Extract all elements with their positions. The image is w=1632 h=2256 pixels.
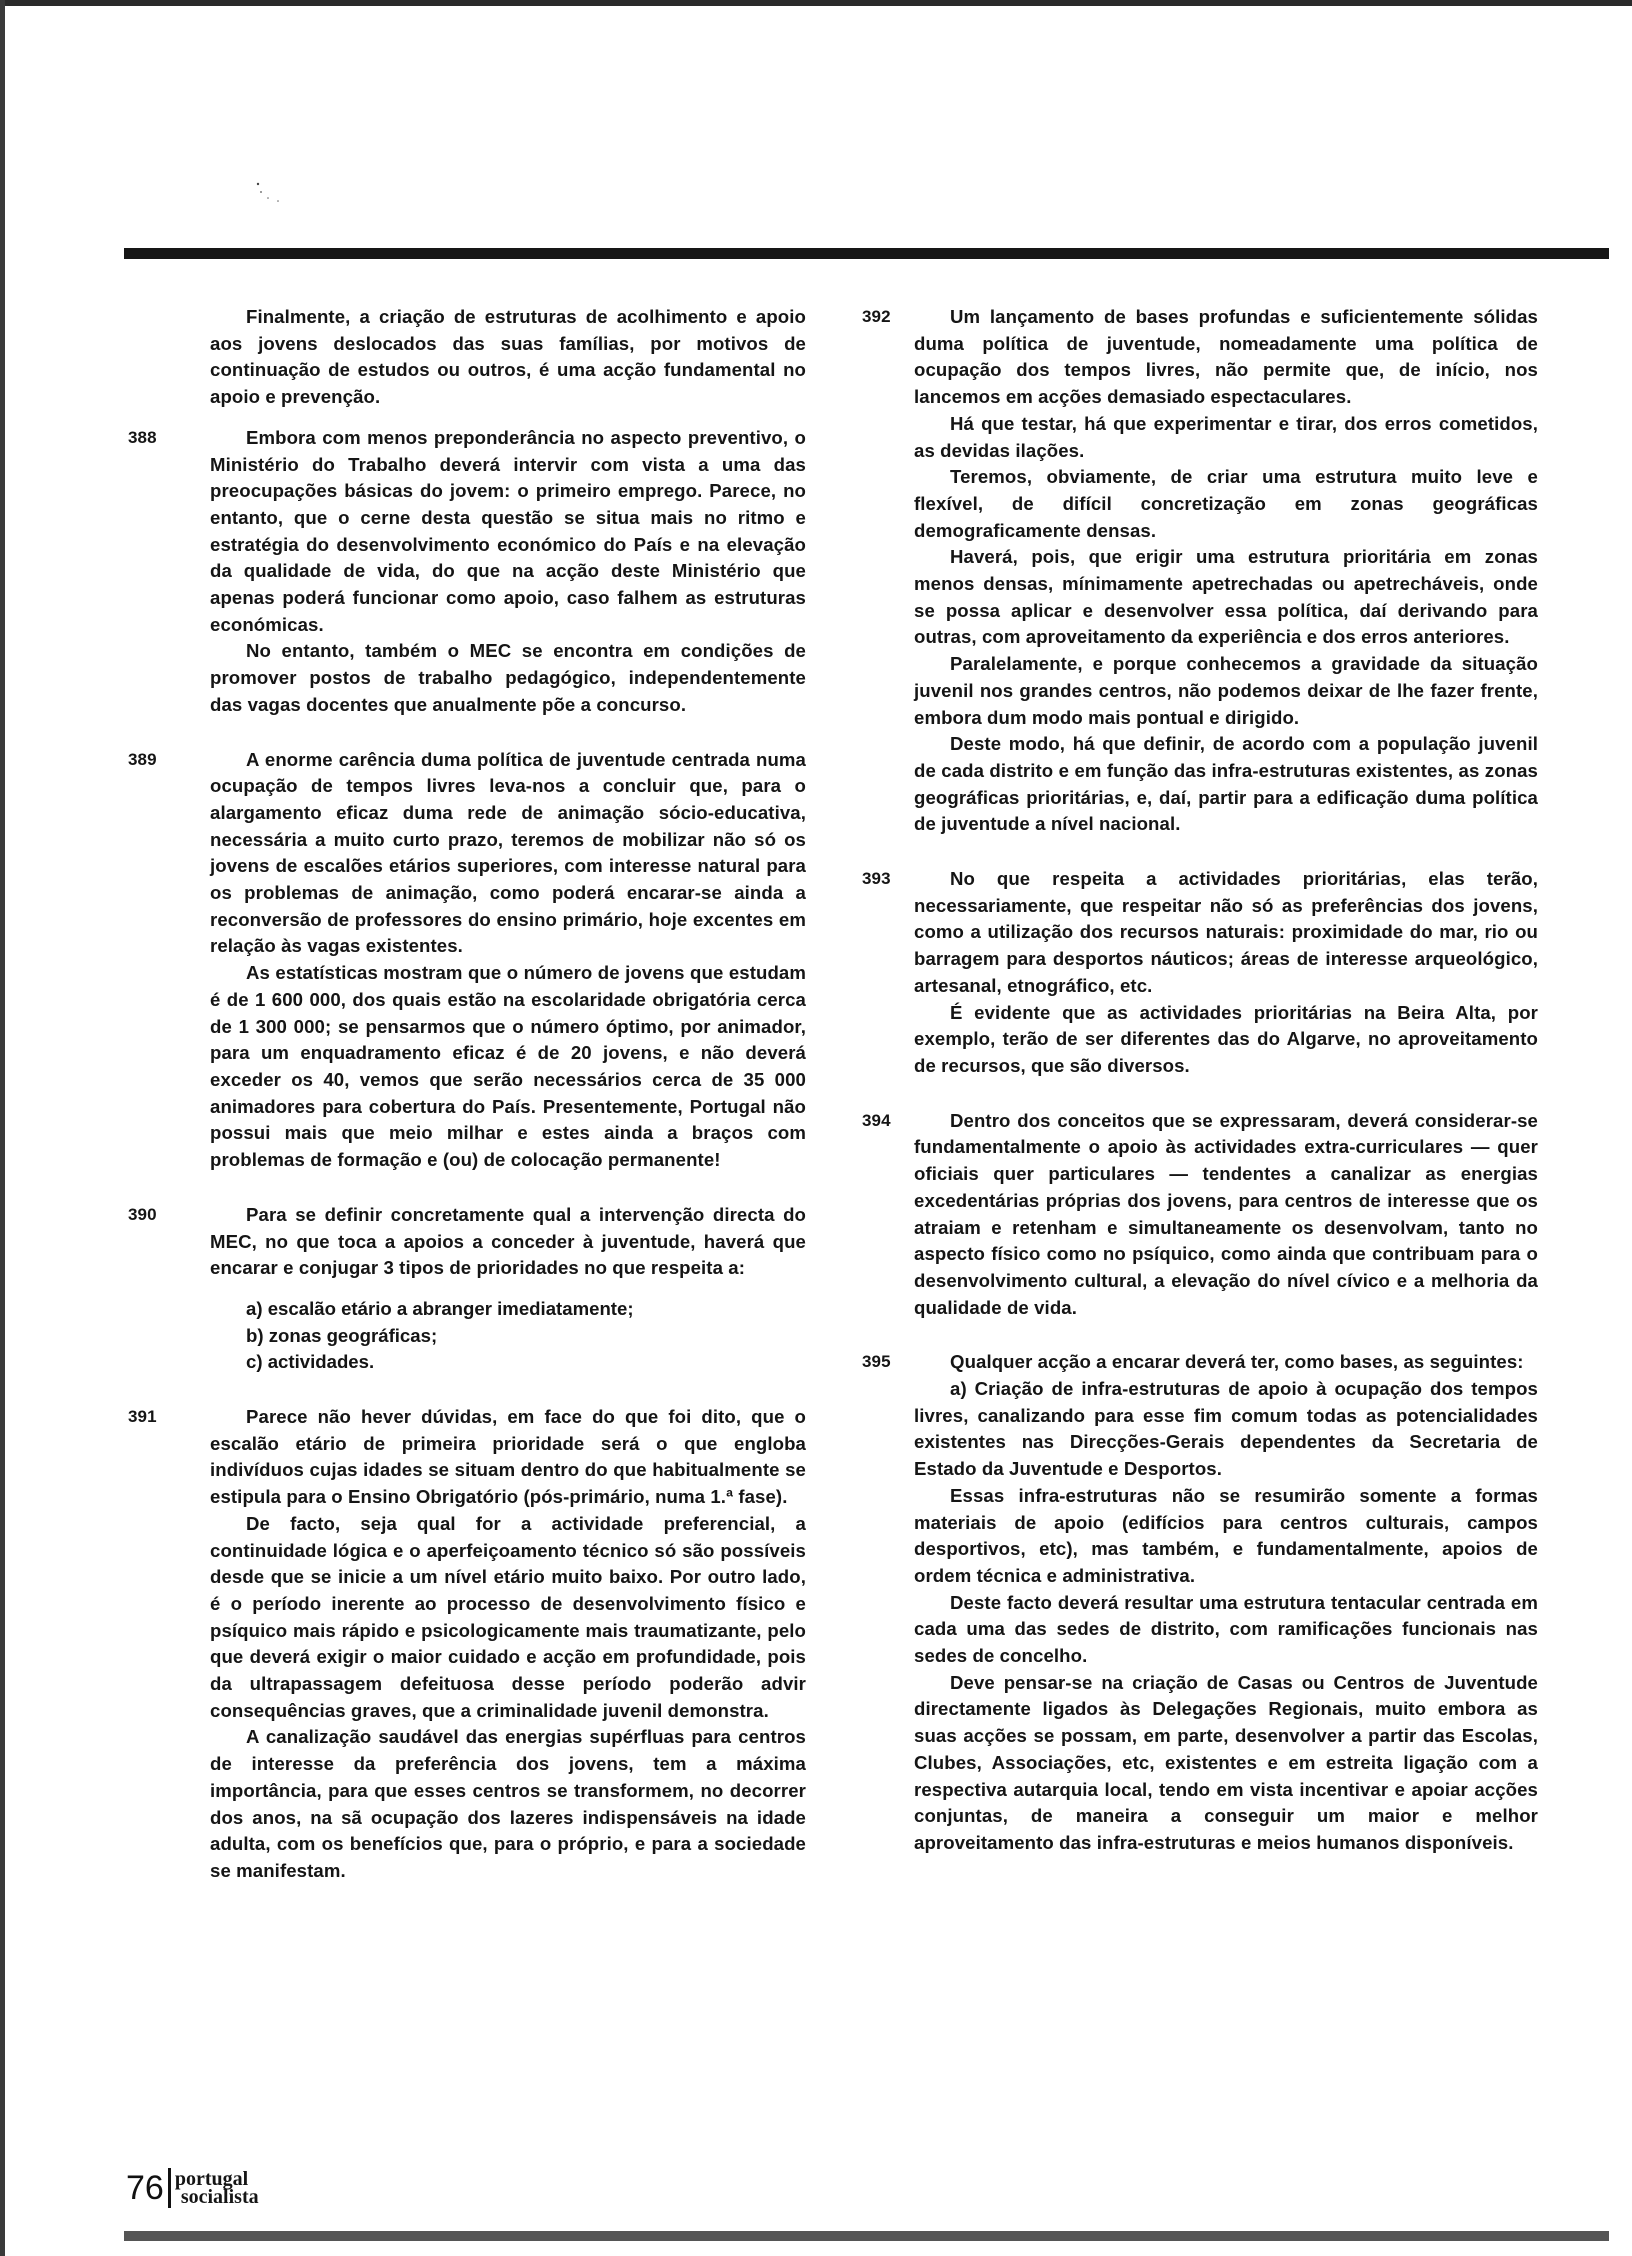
paragraph: Teremos, obviamente, de criar uma estrutura muito leve e flexível, de difícil concretização em zonas geográficas demograficamente densas. xyxy=(914,466,1538,541)
paragraph-number: 388 xyxy=(128,427,157,447)
scan-left-edge xyxy=(0,0,5,2256)
numbered-paragraph-392: 392 Um lançamento de bases profundas e suficientemente sólidas duma política de juventude, nomeadamente uma política de ocupação dos tempos livres, não permite que, de início, nos lancemos em acções demasiado espectaculares. xyxy=(862,306,1538,408)
footer-rule xyxy=(124,2231,1609,2241)
numbered-paragraph-391: 391 Parece não hever dúvidas, em face do que foi dito, que o escalão etário de primeira prioridade será o que engloba indivíduos cujas idades se situam dentro do que habitualmente se estipula para o Ensino Obrigatório (pós-primário, numa 1.ª fase). xyxy=(128,1406,806,1508)
priorities-list xyxy=(122,1296,806,1376)
paragraph: Paralelamente, e porque conhecemos a gravidade da situação juvenil nos grandes centros, não podemos deixar de lhe fazer frente, embora dum modo mais pontual e dirigido. xyxy=(914,653,1538,728)
page-number: 76 xyxy=(126,2168,164,2207)
paragraph: Haverá, pois, que erigir uma estrutura prioritária em zonas menos densas, mínimamente apetrechadas ou apetrecháveis, onde se possa aplicar e desenvolver essa política, daí derivando para outras, com aproveitamento da experiência e dos erros anteriores. xyxy=(914,546,1538,648)
numbered-paragraph-393: 393 No que respeita a actividades prioritárias, elas terão, necessariamente, que respeitar não só as preferências dos jovens, como a utilização dos recursos naturais: proximidade do mar, rio ou barragem para desportos náuticos; áreas de interesse arqueológico, artesanal, etnográfico, etc. xyxy=(862,868,1538,996)
paragraph-number: 393 xyxy=(862,869,891,889)
paragraph: a) Criação de infra-estruturas de apoio à ocupação dos tempos livres, canalizando para esse fim comum todas as potencialidades existentes nas Direcções-Gerais dependentes da Secretaria de Estado da Juventude e Desportos. xyxy=(914,1378,1538,1480)
numbered-paragraph-395: 395 Qualquer acção a encarar deverá ter, como bases, as seguintes: xyxy=(858,1349,1538,1376)
paragraph: Deste facto deverá resultar uma estrutura tentacular centrada em cada uma das sedes de distrito, com ramificações funcionais nas sedes de concelho. xyxy=(914,1591,1538,1667)
paragraph: Finalmente, a criação de estruturas de acolhimento e apoio aos jovens deslocados das suas famílias, por motivos de continuação de estudos ou outros, é uma acção fundamental no apoio e prevenção. xyxy=(210,306,806,408)
paragraph: Deve pensar-se na criação de Casas ou Centros de Juventude directamente ligados às Delegações Regionais, muito embora as suas acções se possam, em parte, desenvolver a partir das Escolas, Clubes, Associações, etc, existentes e em estreita ligação com a respectiva autarquia local, tendo em vista incentivar e apoiar acções conjuntas, de maneira a conseguir um maior e melhor aproveitamento das infra-estruturas e meios humanos disponíveis. xyxy=(914,1671,1538,1853)
paragraph: Deste modo, há que definir, de acordo com a população juvenil de cada distrito e em função das infra-estruturas existentes, as zonas geográficas prioritárias, e, daí, partir para a edificação duma política de juventude a nível nacional. xyxy=(914,733,1538,835)
paragraph: No entanto, também o MEC se encontra em condições de promover postos de trabalho pedagógico, independentemente das vagas docentes que anualmente põe a concurso. xyxy=(210,640,806,715)
paragraph-number: 394 xyxy=(862,1110,891,1130)
paragraph: Há que testar, há que experimentar e tirar, dos erros cometidos, as devidas ilações. xyxy=(914,412,1538,461)
paragraph: É evidente que as actividades prioritárias na Beira Alta, por exemplo, terão de ser diferentes das do Algarve, no aproveitamento de recursos, que são diversos. xyxy=(914,1001,1538,1076)
paragraph-number: 392 xyxy=(862,307,891,326)
list-item: b) zonas geográficas; xyxy=(246,1324,438,1346)
right-column xyxy=(858,304,1538,1857)
scan-top-edge xyxy=(0,0,1632,6)
list-item: c) actividades. xyxy=(246,1351,375,1373)
footer-divider xyxy=(168,2168,171,2208)
paragraph-number: 389 xyxy=(128,749,157,769)
numbered-paragraph-388: 388 Embora com menos preponderância no aspecto preventivo, o Ministério do Trabalho deverá intervir com vista a uma das preocupações básicas do jovem: o primeiro emprego. Parece, no entanto, que o cerne desta questão se situa mais no ritmo e estratégia do desenvolvimento económico do País e na elevação da qualidade de vida, do que na acção deste Ministério que apenas poderá funcionar como apoio, caso falhem as estruturas económicas. xyxy=(128,426,806,635)
numbered-paragraph-389: 389 A enorme carência duma política de juventude centrada numa ocupação de tempos livres leva-nos a concluir que, para o alargamento eficaz duma rede de animação sócio-educativa, necessária a muito curto prazo, teremos de mobilizar não só os jovens de escalões etários superiores, com interesse natural para os problemas de animação, como poderá encarar-se ainda a reconversão de professores do ensino primário, hoje excentes em relação às vagas existentes. xyxy=(128,748,806,957)
publication-logo xyxy=(175,2170,259,2206)
numbered-paragraph-390: 390 Para se definir concretamente qual a intervenção directa do MEC, no que toca a apoios a conceder à juventude, haverá que encarar e conjugar 3 tipos de prioridades no que respeita a: xyxy=(128,1203,806,1279)
paragraph: A canalização saudável das energias supérfluas para centros de interesse da preferência dos jovens, tem a máxima importância, para que esses centros se transformem, no decorrer dos anos, na sã ocupação dos lazeres indispensáveis na idade adulta, com os benefícios que, para o próprio, e para a sociedade se manifestam. xyxy=(210,1726,806,1881)
logo-line-1: portugal xyxy=(174,2168,249,2190)
paragraph: De facto, seja qual for a actividade preferencial, a continuidade lógica e o aperfeiçoamento técnico só são possíveis desde que se inicie a um nível etário muito baixo. Por outro lado, é o período inerente ao processo de desenvolvimento físico e psíquico mais rápido e psicologicamente mais traumatizante, pelo que deverá exigir o maior cuidado e acção em profundidade, pois da ultrapassagem defeituosa desse período poderão advir consequências graves, que a criminalidade juvenil demonstra. xyxy=(210,1512,806,1721)
paragraph: As estatísticas mostram que o número de jovens que estudam é de 1 600 000, dos quais estão na escolaridade obrigatória cerca de 1 300 000; se pensarmos que o número óptimo, por animador, para um enquadramento eficaz é de 20 jovens, e não deverá exceder os 40, vemos que serão necessários cerca de 35 000 animadores para cobertura do País. Presentemente, Portugal não possui mais que meio milhar e estes ainda a braços com problemas de formação e (ou) de colocação permanente! xyxy=(210,962,806,1171)
page-footer xyxy=(126,2164,259,2212)
numbered-paragraph-394: 394 Dentro dos conceitos que se expressaram, deverá considerar-se fundamentalmente o apoio às actividades extra-curriculares — quer oficiais quer particulares — tendentes a canalizar as energias excedentárias próprias dos jovens, para centros de interesse que os atraiam e retenham e simultaneamente os desenvolvam, tanto no aspecto físico como no psíquico, como ainda que contribuam para o desenvolvimento cultural, a elevação do nível cívico e a melhoria da qualidade de vida. xyxy=(862,1109,1538,1318)
paragraph-number: 390 xyxy=(128,1204,157,1224)
paragraph-number: 391 xyxy=(128,1407,157,1427)
left-column xyxy=(122,304,806,1885)
paragraph: Essas infra-estruturas não se resumirão somente a formas materiais de apoio (edifícios para centros culturais, campos desportivos, etc), mas também, e fundamentalmente, apoios de ordem técnica e administrativa. xyxy=(914,1484,1538,1586)
logo-line-2: socialista xyxy=(180,2186,259,2208)
header-rule xyxy=(124,248,1609,259)
scan-specks xyxy=(254,180,294,220)
list-item: a) escalão etário a abranger imediatamente; xyxy=(246,1297,634,1319)
paragraph-number: 395 xyxy=(862,1352,891,1372)
